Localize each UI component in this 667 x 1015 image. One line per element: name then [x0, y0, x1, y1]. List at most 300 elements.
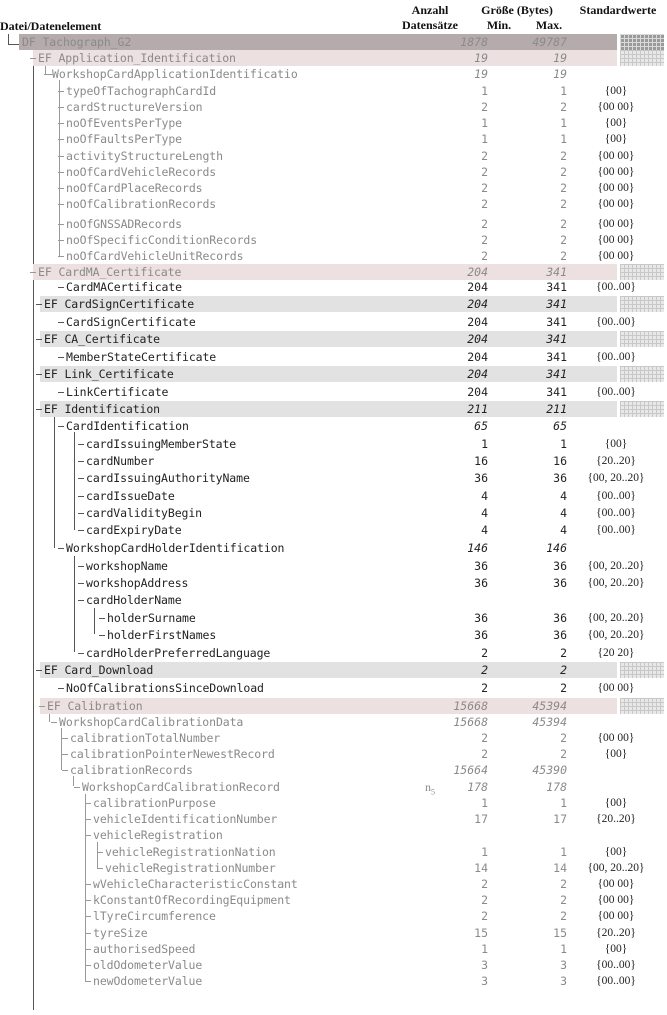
size-max: 2	[560, 731, 567, 745]
element-name: EF Application_Identification	[38, 51, 236, 65]
row-hatch-pattern	[620, 366, 664, 382]
tree-connector	[36, 409, 42, 410]
size-max: 45394	[532, 699, 567, 713]
tree-row-authorised-speed	[0, 941, 667, 957]
size-min: 36	[474, 559, 488, 573]
size-max: 49787	[532, 35, 567, 49]
size-max: 2	[560, 893, 567, 907]
default-value: {00 00}	[597, 182, 635, 194]
row-hatch-pattern	[620, 331, 664, 347]
row-hatch-pattern	[620, 698, 664, 714]
tree-row-tyre-size	[0, 925, 667, 941]
size-min: 1	[481, 84, 488, 98]
size-min: 1	[481, 942, 488, 956]
size-max: 36	[553, 611, 567, 625]
size-min: 2	[481, 100, 488, 114]
tree-connector	[62, 738, 68, 739]
tree-connector	[58, 188, 64, 189]
tree-row-calibration-purpose	[0, 795, 667, 811]
tree-connector	[36, 374, 42, 375]
tree-connector	[58, 688, 64, 689]
element-name: cardNumber	[86, 454, 155, 468]
tree-connector	[58, 392, 64, 393]
tree-connector	[78, 513, 84, 514]
element-name: cardValidityBegin	[86, 506, 203, 520]
tree-row-calibration-records	[0, 762, 667, 778]
element-name: cardHolderName	[86, 593, 182, 607]
default-value: {00..00}	[596, 281, 636, 293]
tree-row-df-tachograph-g2	[0, 34, 667, 50]
element-name: noOfCardVehicleRecords	[66, 165, 217, 179]
size-min: 2	[481, 747, 488, 761]
size-min: 4	[481, 506, 488, 520]
tree-connector	[58, 357, 64, 358]
tree-connector	[74, 787, 80, 788]
tree-row-workshop-card-calibration-record	[0, 779, 667, 795]
tree-row-old-odometer-value	[0, 957, 667, 973]
tree-connector	[58, 426, 64, 427]
size-min: 1878	[460, 35, 488, 49]
default-value: {20..20}	[596, 455, 636, 467]
size-max: 4	[560, 489, 567, 503]
size-max: 1	[560, 116, 567, 130]
size-min: 4	[481, 489, 488, 503]
size-min: 15664	[453, 763, 488, 777]
size-max: 2	[560, 663, 567, 677]
tree-connector	[58, 322, 64, 323]
size-max: 146	[546, 541, 567, 555]
header-size-label: Größe (Bytes)	[481, 3, 553, 17]
element-name: cardStructureVersion	[66, 100, 203, 114]
tree-row-activity-structure-length	[0, 148, 667, 164]
size-min: 1	[481, 796, 488, 810]
size-min: 1	[481, 116, 488, 130]
default-value: {00 00}	[597, 250, 635, 262]
element-name: CardSignCertificate	[66, 315, 196, 329]
row-hatch-pattern	[620, 662, 664, 678]
size-max: 2	[560, 100, 567, 114]
tree-row-ef-card-download	[0, 662, 667, 678]
tree-connector	[58, 224, 64, 225]
tree-connector	[99, 635, 105, 636]
tree-row-workshop-card-holder-identification	[0, 540, 667, 556]
size-min: 204	[467, 315, 488, 329]
default-value: {00..00}	[596, 386, 636, 398]
element-name: vehicleRegistrationNation	[105, 845, 276, 859]
default-value: {00}	[604, 85, 628, 97]
size-min: 2	[481, 663, 488, 677]
element-name: holderFirstNames	[107, 628, 217, 642]
size-min: 36	[474, 628, 488, 642]
size-max: 2	[560, 747, 567, 761]
tree-connector	[85, 835, 91, 836]
size-min: 16	[474, 454, 488, 468]
header-count-label-2: Datensätze	[402, 18, 458, 32]
tree-row-l-tyre-circumference	[0, 908, 667, 924]
size-max: 341	[546, 367, 567, 381]
element-name: noOfGNSSADRecords	[66, 217, 183, 231]
default-value: {20..20}	[596, 813, 636, 825]
size-min: 1	[481, 437, 488, 451]
row-hatch-pattern	[620, 34, 664, 50]
tree-row-no-of-calibration-records	[0, 196, 667, 212]
element-name: noOfEventsPerType	[66, 116, 183, 130]
tree-row-ef-card-sign-certificate	[0, 296, 667, 312]
tree-connector	[78, 653, 84, 654]
tree-connector	[85, 916, 91, 917]
size-max: 17	[553, 812, 567, 826]
tree-connector	[58, 548, 64, 549]
tree-connector	[30, 272, 36, 273]
tree-row-no-of-specific-condition-records	[0, 232, 667, 248]
size-min: 19	[474, 51, 488, 65]
element-name: CardIdentification	[66, 419, 189, 433]
element-name: calibrationPurpose	[93, 796, 216, 810]
element-name: wVehicleCharacteristicConstant	[93, 877, 298, 891]
element-name: EF Card_Download	[44, 663, 154, 677]
tree-row-card-structure-version	[0, 99, 667, 115]
default-value: {00, 20..20}	[587, 629, 645, 641]
tree-row-ef-calibration	[0, 698, 667, 714]
size-max: 36	[553, 576, 567, 590]
size-max: 36	[553, 628, 567, 642]
size-min: 14	[474, 861, 488, 875]
tree-connector	[58, 156, 64, 157]
element-name: MemberStateCertificate	[66, 350, 217, 364]
tree-row-no-of-calibrations-since-download	[0, 680, 667, 696]
size-min: 204	[467, 385, 488, 399]
size-min: 3	[481, 974, 488, 988]
element-name: LinkCertificate	[66, 385, 169, 399]
tree-row-card-issuing-member-state	[0, 436, 667, 452]
default-value: {20..20}	[596, 927, 636, 939]
size-min: 65	[474, 419, 488, 433]
tree-row-no-of-card-place-records	[0, 180, 667, 196]
size-max: 2	[560, 249, 567, 263]
tree-connector	[85, 949, 91, 950]
default-value: {00, 20..20}	[587, 472, 645, 484]
default-value: {00}	[604, 748, 628, 760]
tree-connector	[85, 819, 91, 820]
element-name: EF Identification	[44, 402, 161, 416]
row-hatch-pattern	[620, 50, 664, 66]
element-name: EF CA_Certificate	[44, 332, 161, 346]
element-name: noOfFaultsPerType	[66, 132, 183, 146]
size-max: 2	[560, 217, 567, 231]
size-max: 2	[560, 149, 567, 163]
element-name: vehicleRegistrationNumber	[105, 861, 276, 875]
size-min: 204	[467, 297, 488, 311]
size-min: 2	[481, 893, 488, 907]
size-min: 2	[481, 877, 488, 891]
default-value: {00 00}	[597, 234, 635, 246]
default-value: {00}	[604, 846, 628, 858]
size-max: 1	[560, 132, 567, 146]
tree-row-ef-link-certificate	[0, 366, 667, 382]
size-min: 15668	[453, 715, 488, 729]
default-value: {00 00}	[597, 878, 635, 890]
tree-row-vehicle-identification-number	[0, 811, 667, 827]
default-value: {00 00}	[597, 166, 635, 178]
default-value: {00, 20..20}	[587, 577, 645, 589]
size-min: 204	[467, 332, 488, 346]
element-name: oldOdometerValue	[93, 958, 203, 972]
size-min: 2	[481, 646, 488, 660]
element-name: authorisedSpeed	[93, 942, 196, 956]
tree-connector	[58, 287, 64, 288]
element-name: vehicleIdentificationNumber	[93, 812, 278, 826]
size-min: 2	[481, 181, 488, 195]
element-name: cardIssuingMemberState	[86, 437, 237, 451]
element-name: cardIssueDate	[86, 489, 175, 503]
tree-connector	[62, 770, 68, 771]
size-max: 2	[560, 877, 567, 891]
default-value: {00..00}	[596, 351, 636, 363]
element-name: tyreSize	[93, 926, 148, 940]
element-name: noOfCalibrationRecords	[66, 197, 217, 211]
default-value: {00}	[604, 943, 628, 955]
size-max: 36	[553, 559, 567, 573]
tree-connector	[97, 852, 103, 853]
size-max: 3	[560, 958, 567, 972]
element-name: noOfSpecificConditionRecords	[66, 233, 258, 247]
tree-row-calibration-pointer-newest-record	[0, 746, 667, 762]
element-name: WorkshopCardApplicationIdentificatio	[52, 67, 298, 81]
element-name: typeOfTachographCardId	[66, 84, 217, 98]
tree-row-card-holder-preferred-language	[0, 645, 667, 661]
default-value: {00..00}	[596, 316, 636, 328]
tree-connector	[58, 256, 64, 257]
tree-row-no-of-faults-per-type	[0, 131, 667, 147]
size-max: 341	[546, 315, 567, 329]
element-name: lTyreCircumference	[93, 909, 216, 923]
size-max: 19	[553, 67, 567, 81]
size-min: 2	[481, 197, 488, 211]
element-name: newOdometerValue	[93, 974, 203, 988]
row-hatch-pattern	[620, 296, 664, 312]
size-max: 19	[553, 51, 567, 65]
size-min: 2	[481, 165, 488, 179]
default-value: {00 00}	[597, 732, 635, 744]
size-max: 4	[560, 523, 567, 537]
size-min: 1	[481, 132, 488, 146]
size-min: 2	[481, 909, 488, 923]
tree-connector	[78, 566, 84, 567]
size-max: 3	[560, 974, 567, 988]
element-name: EF Link_Certificate	[44, 367, 174, 381]
tree-row-type-of-tachograph-card-id	[0, 83, 667, 99]
header-min-label: Min.	[486, 18, 512, 32]
size-max: 211	[546, 402, 567, 416]
default-value: {00, 20..20}	[587, 612, 645, 624]
tree-row-member-state-certificate	[0, 349, 667, 365]
default-value: {00}	[604, 438, 628, 450]
default-value: {00}	[604, 133, 628, 145]
tree-connector	[30, 58, 36, 59]
tree-connector	[97, 868, 103, 869]
size-max: 14	[553, 861, 567, 875]
tree-connector	[78, 478, 84, 479]
default-value: {00..00}	[596, 490, 636, 502]
size-max: 45394	[532, 715, 567, 729]
tree-row-card-issuing-authority-name	[0, 470, 667, 486]
size-max: 1	[560, 796, 567, 810]
size-min: 204	[467, 265, 488, 279]
tree-connector	[78, 583, 84, 584]
tree-row-card-identification	[0, 418, 667, 434]
size-max: 341	[546, 332, 567, 346]
size-max: 2	[560, 646, 567, 660]
size-min: 2	[481, 249, 488, 263]
tree-row-link-certificate	[0, 384, 667, 400]
tree-connector	[36, 304, 42, 305]
tree-connector	[78, 444, 84, 445]
tree-connector	[85, 965, 91, 966]
default-value: {00..00}	[596, 975, 636, 987]
element-name: noOfCardPlaceRecords	[66, 181, 203, 195]
size-max: 36	[553, 471, 567, 485]
tree-connector	[58, 107, 64, 108]
row-hatch-pattern	[620, 401, 664, 417]
size-min: 36	[474, 576, 488, 590]
size-min: 204	[467, 280, 488, 294]
size-min: 2	[481, 217, 488, 231]
header-max-label: Max.	[535, 18, 563, 32]
tree-row-vehicle-registration	[0, 827, 667, 843]
size-min: 17	[474, 812, 488, 826]
default-value: {00 00}	[597, 910, 635, 922]
element-name: cardIssuingAuthorityName	[86, 471, 250, 485]
tree-connector	[85, 803, 91, 804]
size-min: 4	[481, 523, 488, 537]
size-max: 16	[553, 454, 567, 468]
default-value: {00, 20..20}	[587, 560, 645, 572]
size-max: 65	[553, 419, 567, 433]
tree-connector	[58, 240, 64, 241]
element-name: vehicleRegistration	[93, 828, 223, 842]
record-count: $n_5$	[425, 780, 435, 797]
tree-connector	[36, 670, 42, 671]
tree-row-card-number	[0, 453, 667, 469]
size-max: 341	[546, 297, 567, 311]
size-max: 2	[560, 233, 567, 247]
size-min: 19	[474, 67, 488, 81]
element-name: EF CardMA_Certificate	[38, 265, 182, 279]
header-default-label: Standardwerte	[579, 3, 657, 17]
size-max: 2	[560, 181, 567, 195]
size-min: 36	[474, 611, 488, 625]
tree-row-card-validity-begin	[0, 505, 667, 521]
tree-row-ef-application-identification	[0, 50, 667, 66]
element-name: kConstantOfRecordingEquipment	[93, 893, 291, 907]
default-value: {00..00}	[596, 959, 636, 971]
tree-connector	[62, 754, 68, 755]
default-value: {00}	[604, 117, 628, 129]
size-min: 1	[481, 845, 488, 859]
size-max: 1	[560, 84, 567, 98]
element-name: EF Calibration	[47, 699, 143, 713]
size-min: 15	[474, 926, 488, 940]
size-max: 341	[546, 350, 567, 364]
tree-connector	[39, 706, 45, 707]
size-min: 15668	[453, 699, 488, 713]
tree-row-card-macertificate	[0, 279, 667, 295]
tree-row-ef-identification	[0, 401, 667, 417]
tree-row-no-of-card-vehicle-unit-records	[0, 248, 667, 264]
tree-row-new-odometer-value	[0, 973, 667, 989]
size-max: 15	[553, 926, 567, 940]
size-min: 2	[481, 149, 488, 163]
tree-row-card-issue-date	[0, 488, 667, 504]
size-max: 2	[560, 165, 567, 179]
size-min: 2	[481, 233, 488, 247]
tree-connector	[85, 981, 91, 982]
tree-row-no-of-card-vehicle-records	[0, 164, 667, 180]
element-name: calibrationTotalNumber	[70, 731, 221, 745]
default-value: {00, 20..20}	[587, 862, 645, 874]
row-hatch-pattern	[620, 264, 664, 280]
tree-row-workshop-address	[0, 575, 667, 591]
element-name: WorkshopCardCalibrationRecord	[82, 780, 280, 794]
size-max: 178	[546, 780, 567, 794]
element-name: holderSurname	[107, 611, 196, 625]
tree-connector	[85, 884, 91, 885]
tree-connector	[78, 461, 84, 462]
size-min: 204	[467, 367, 488, 381]
tree-row-card-sign-certificate	[0, 314, 667, 330]
default-value: {00 00}	[597, 150, 635, 162]
element-name: calibrationPointerNewestRecord	[70, 747, 275, 761]
size-max: 4	[560, 506, 567, 520]
default-value: {00}	[604, 797, 628, 809]
size-max: 2	[560, 909, 567, 923]
tree-row-workshop-card-application-identificatio	[0, 66, 667, 82]
tree-connector	[85, 933, 91, 934]
tree-row-workshop-card-calibration-data	[0, 714, 667, 730]
element-name: activityStructureLength	[66, 149, 223, 163]
element-name: workshopAddress	[86, 576, 189, 590]
element-name: WorkshopCardHolderIdentification	[66, 541, 285, 555]
default-value: {20 20}	[597, 647, 635, 659]
tree-row-ef-ca-certificate	[0, 331, 667, 347]
size-max: 341	[546, 385, 567, 399]
tree-connector	[78, 600, 84, 601]
default-value: {00 00}	[597, 894, 635, 906]
tree-connector	[78, 496, 84, 497]
size-min: 2	[481, 681, 488, 695]
header-count-label-1: Anzahl	[411, 3, 449, 17]
element-name: noOfCardVehicleUnitRecords	[66, 249, 244, 263]
size-max: 1	[560, 845, 567, 859]
default-value: {00 00}	[597, 198, 635, 210]
size-max: 341	[546, 280, 567, 294]
tree-connector	[99, 618, 105, 619]
size-max: 45390	[532, 763, 567, 777]
tree-row-card-expiry-date	[0, 522, 667, 538]
size-min: 211	[467, 402, 488, 416]
tree-connector	[58, 123, 64, 124]
element-name: workshopName	[86, 559, 168, 573]
size-min: 204	[467, 350, 488, 364]
element-name: WorkshopCardCalibrationData	[59, 715, 244, 729]
default-value: {00..00}	[596, 524, 636, 536]
tree-row-no-of-gnssadrecords	[0, 216, 667, 232]
size-max: 341	[546, 265, 567, 279]
size-max: 2	[560, 197, 567, 211]
element-name: cardExpiryDate	[86, 523, 182, 537]
size-min: 2	[481, 731, 488, 745]
tree-connector	[58, 172, 64, 173]
